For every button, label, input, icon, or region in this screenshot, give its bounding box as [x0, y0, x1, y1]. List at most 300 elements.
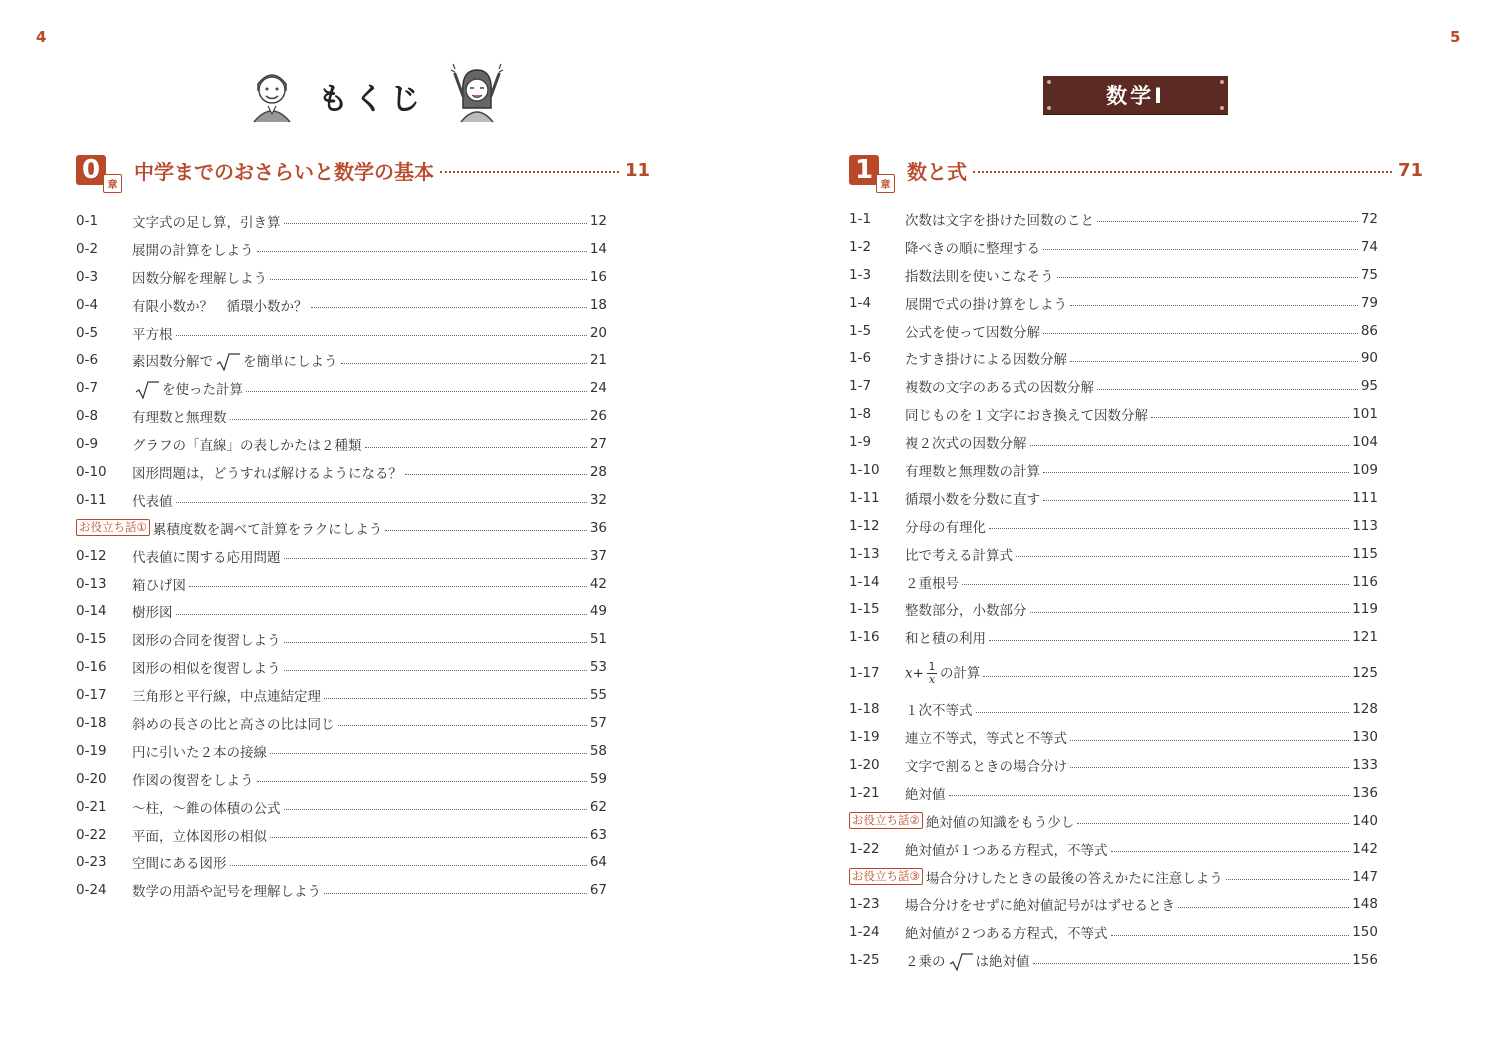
item-number: 0-8 [76, 408, 99, 425]
banner-pin [1220, 106, 1224, 110]
item-number: 0-16 [76, 659, 107, 676]
chapter-page: 71 [1397, 159, 1423, 181]
item-title [905, 894, 1175, 914]
item-title-text: 絶対値 [905, 786, 946, 803]
toc-item[interactable] [76, 653, 607, 681]
leader-dots [311, 307, 587, 308]
toc-item[interactable] [849, 512, 1378, 540]
leader-dots [176, 335, 587, 336]
leader-dots [1077, 823, 1349, 824]
item-number: 1-10 [849, 461, 880, 478]
item-title-text: 円に引いた２本の接線 [132, 744, 267, 761]
item-title-text: 有限小数か？ 循環小数か？ [132, 298, 308, 315]
item-page: 125 [1352, 665, 1378, 682]
item-page: 115 [1352, 545, 1378, 562]
leader-dots [440, 171, 619, 173]
item-title [132, 546, 281, 566]
item-title-text: 複２次式の因数分解 [905, 436, 1027, 453]
chapter-number: 0 [81, 155, 101, 185]
item-number: 1-19 [849, 729, 880, 746]
item-title-text: 代表値に関する応用問題 [132, 549, 281, 566]
item-title [905, 627, 986, 647]
toc-item[interactable] [849, 289, 1378, 317]
item-title [153, 518, 383, 538]
item-page: 16 [589, 268, 607, 285]
item-title [905, 661, 980, 686]
item-title [905, 265, 1054, 285]
item-title-text: 比で考える計算式 [905, 547, 1013, 564]
toc-column-item[interactable] [849, 807, 1378, 835]
leader-dots [176, 502, 587, 503]
toc-item[interactable] [849, 751, 1378, 779]
item-page: 136 [1352, 784, 1378, 801]
item-number: 0-6 [76, 352, 99, 369]
item-page: 62 [589, 798, 607, 815]
item-page: 111 [1352, 489, 1378, 506]
item-page: 128 [1352, 701, 1378, 718]
item-title [905, 950, 1030, 971]
leader-dots [257, 781, 587, 782]
item-title [905, 727, 1067, 747]
item-title [132, 657, 281, 677]
toc-item[interactable] [849, 835, 1378, 863]
item-page: 140 [1352, 812, 1378, 829]
item-title [926, 811, 1075, 831]
item-title-text: 斜めの長さの比と高さの比は同じ [132, 716, 335, 733]
subject-banner [1043, 76, 1228, 114]
item-title [132, 239, 254, 259]
page-number-left: 4 [36, 28, 47, 46]
banner-pin [1047, 106, 1051, 110]
toc-item[interactable] [76, 486, 607, 514]
leader-dots [1097, 389, 1358, 390]
item-page: 79 [1360, 294, 1378, 311]
leader-dots [1151, 417, 1349, 418]
item-number: 1-21 [849, 784, 880, 801]
item-title [132, 797, 281, 817]
item-title-text: 次数は文字を掛けた回数のこと [905, 212, 1094, 229]
toc-item[interactable] [849, 651, 1378, 695]
column-badge: お役立ち話③ [849, 868, 923, 885]
toc-item[interactable] [76, 681, 607, 709]
toc-item[interactable] [76, 458, 607, 486]
item-title [926, 867, 1223, 887]
item-page: 67 [589, 882, 607, 899]
chapter-1-heading[interactable] [849, 150, 1423, 190]
toc-item[interactable] [76, 263, 607, 291]
toc-item[interactable] [849, 568, 1378, 596]
item-title-text: ２乗の [905, 953, 946, 970]
item-title-text: 絶対値の知識をもう少し [925, 814, 1075, 831]
item-page: 51 [589, 631, 607, 648]
item-page: 150 [1352, 924, 1378, 941]
item-number: 0-4 [76, 296, 99, 313]
toc-item[interactable] [849, 317, 1378, 345]
item-page: 109 [1352, 461, 1378, 478]
leader-dots [1111, 935, 1350, 936]
item-number: 1-1 [849, 210, 872, 227]
leader-dots [1070, 361, 1358, 362]
item-title [905, 293, 1067, 313]
item-page: 12 [589, 212, 607, 229]
item-title-text: 有理数と無理数の計算 [905, 463, 1040, 480]
item-number: 0-11 [76, 491, 107, 508]
leader-dots [257, 251, 587, 252]
item-page: 36 [589, 519, 607, 536]
toc-item[interactable] [76, 374, 607, 402]
item-number: 1-12 [849, 517, 880, 534]
item-title [905, 839, 1108, 859]
item-title [132, 741, 267, 761]
fraction [927, 661, 937, 686]
toc-item[interactable] [76, 793, 607, 821]
page-number-right: 5 [1450, 28, 1461, 46]
item-number: 0-20 [76, 770, 107, 787]
chapter-kanji-tag: 章 [876, 174, 895, 193]
toc-item[interactable] [849, 946, 1378, 974]
chapter-number-badge [849, 155, 891, 191]
leader-dots [230, 865, 587, 866]
item-number: 0-10 [76, 463, 107, 480]
boy-character-icon [240, 60, 304, 124]
item-title [905, 321, 1040, 341]
leader-dots [1226, 879, 1349, 880]
item-number: 0-23 [76, 854, 107, 871]
leader-dots [230, 419, 587, 420]
item-page: 42 [589, 575, 607, 592]
item-page: 55 [589, 687, 607, 704]
item-title [905, 348, 1067, 368]
square-root-icon [135, 381, 159, 399]
item-page: 121 [1352, 629, 1378, 646]
chapter-0-heading[interactable] [76, 150, 650, 190]
item-title-text: たすき掛けによる因数分解 [905, 352, 1067, 369]
leader-dots [284, 670, 587, 671]
item-page: 72 [1360, 210, 1378, 227]
item-title [905, 376, 1094, 396]
toc-item[interactable] [76, 570, 607, 598]
item-title [132, 713, 335, 733]
item-title-text: を使った計算 [162, 381, 243, 398]
item-title-text: 樹形図 [132, 605, 173, 622]
toc-item[interactable] [849, 428, 1378, 456]
leader-dots [1070, 767, 1349, 768]
item-page: 130 [1352, 729, 1378, 746]
item-title [905, 755, 1067, 775]
item-title-text: の計算 [939, 665, 981, 682]
toc-list-chapter-0 [76, 207, 607, 904]
item-number: 1-24 [849, 924, 880, 941]
item-title [905, 572, 959, 592]
item-number: 0-1 [76, 212, 99, 229]
item-number: 0-13 [76, 575, 107, 592]
leader-dots [270, 753, 587, 754]
chapter-page: 11 [624, 159, 650, 181]
toc-item[interactable] [849, 372, 1378, 400]
item-title [905, 699, 973, 719]
leader-dots [1070, 305, 1358, 306]
item-title [905, 922, 1108, 942]
item-number: 1-7 [849, 378, 872, 395]
leader-dots [338, 725, 587, 726]
item-title [132, 629, 281, 649]
item-title-text: 同じものを１文字におき換えて因数分解 [905, 408, 1148, 425]
item-title [132, 769, 254, 789]
item-title-text: 公式を使って因数分解 [905, 324, 1040, 341]
leader-dots [989, 640, 1349, 641]
item-title [905, 460, 1040, 480]
item-page: 57 [589, 714, 607, 731]
leader-dots [176, 614, 587, 615]
item-page: 86 [1360, 322, 1378, 339]
leader-dots [1033, 963, 1350, 964]
item-number: 1-22 [849, 840, 880, 857]
item-number: 1-16 [849, 629, 880, 646]
item-title [905, 209, 1094, 229]
item-title [132, 825, 267, 845]
item-title-text: 和と積の利用 [905, 631, 986, 648]
square-root-icon [216, 353, 240, 371]
toc-item[interactable] [849, 261, 1378, 289]
item-title [132, 574, 186, 594]
item-title-text: ～柱，～錐の体積の公式 [132, 800, 281, 817]
chapter-title: 中学までのおさらいと数学の基本 [134, 159, 434, 184]
toc-item[interactable] [76, 402, 607, 430]
item-title-text: 場合分けをせずに絶対値記号がはずせるとき [905, 898, 1175, 915]
leader-dots [365, 447, 587, 448]
item-page: 26 [589, 408, 607, 425]
item-number: 0-19 [76, 742, 107, 759]
item-title-text: を簡単にしよう [243, 353, 338, 370]
chapter-number-badge [76, 155, 118, 191]
leader-dots [1111, 851, 1350, 852]
item-number: 0-14 [76, 603, 107, 620]
toc-header [240, 60, 510, 124]
item-number: 1-15 [849, 601, 880, 618]
math-variable: x [905, 665, 913, 682]
toc-item[interactable] [849, 540, 1378, 568]
item-title [905, 544, 1013, 564]
item-number: 1-3 [849, 266, 872, 283]
leader-dots [1097, 221, 1358, 222]
leader-dots [949, 795, 1350, 796]
leader-dots [1043, 333, 1358, 334]
item-title [132, 267, 267, 287]
toc-column-item[interactable] [76, 514, 607, 542]
item-page: 116 [1352, 573, 1378, 590]
item-page: 14 [589, 240, 607, 257]
item-title-text: は絶対値 [975, 953, 1030, 970]
leader-dots [1030, 445, 1350, 446]
item-page: 119 [1352, 601, 1378, 618]
leader-dots [1070, 740, 1349, 741]
item-title-text: 作図の復習をしよう [132, 772, 254, 789]
toc-item[interactable] [849, 456, 1378, 484]
item-number: 1-8 [849, 406, 872, 423]
item-number: 1-9 [849, 434, 872, 451]
toc-item[interactable] [849, 233, 1378, 261]
item-page: 53 [589, 659, 607, 676]
leader-dots [189, 586, 587, 587]
item-title-text: 三角形と平行線，中点連結定理 [132, 689, 321, 706]
item-page: 142 [1352, 840, 1378, 857]
leader-dots [1016, 556, 1349, 557]
item-title [132, 323, 173, 343]
toc-item[interactable] [76, 597, 607, 625]
leader-dots [973, 171, 1392, 173]
item-number: 0-24 [76, 882, 107, 899]
item-page: 27 [589, 436, 607, 453]
fraction-numerator: 1 [928, 659, 936, 673]
item-title-text: 文字式の足し算，引き算 [132, 214, 281, 231]
toc-item[interactable] [76, 346, 607, 374]
leader-dots [976, 712, 1350, 713]
page-title: もくじ [318, 82, 426, 117]
item-number: 0-5 [76, 324, 99, 341]
leader-dots [1030, 612, 1350, 613]
item-title [132, 295, 308, 315]
item-page: 133 [1352, 756, 1378, 773]
item-page: 156 [1352, 952, 1378, 969]
item-page: 63 [589, 826, 607, 843]
item-title [905, 404, 1148, 424]
leader-dots [284, 642, 587, 643]
banner-pin [1047, 80, 1051, 84]
item-title-text: 累積度数を調べて計算をラクにしよう [152, 521, 383, 538]
item-title [132, 378, 243, 399]
leader-dots [270, 279, 587, 280]
leader-dots [989, 528, 1349, 529]
toc-item[interactable] [76, 207, 607, 235]
toc-item[interactable] [849, 779, 1378, 807]
item-page: 49 [589, 603, 607, 620]
toc-list-chapter-1 [849, 205, 1378, 974]
item-title [132, 406, 227, 426]
leader-dots [324, 893, 587, 894]
item-title [905, 488, 1040, 508]
item-page: 58 [589, 742, 607, 759]
item-title [132, 601, 173, 621]
toc-item[interactable] [76, 625, 607, 653]
item-title [132, 462, 402, 482]
toc-item[interactable] [849, 344, 1378, 372]
toc-item[interactable] [849, 484, 1378, 512]
item-title [905, 599, 1027, 619]
banner-pin [1220, 80, 1224, 84]
item-title-text: 有理数と無理数 [132, 410, 227, 427]
toc-item[interactable] [849, 205, 1378, 233]
item-page: 32 [589, 491, 607, 508]
toc-item[interactable] [849, 723, 1378, 751]
item-title-text: 場合分けしたときの最後の答えかたに注意しよう [925, 870, 1223, 887]
item-number: 1-13 [849, 545, 880, 562]
item-page: 95 [1360, 378, 1378, 395]
square-root-icon [949, 953, 973, 971]
item-title-text: １次不等式 [905, 703, 973, 720]
toc-item[interactable] [76, 319, 607, 347]
item-page: 64 [589, 854, 607, 871]
item-title-text: 複数の文字のある式の因数分解 [905, 380, 1094, 397]
item-number: 1-5 [849, 322, 872, 339]
leader-dots [1057, 277, 1358, 278]
fraction-denominator: x [928, 672, 936, 686]
leader-dots [405, 474, 587, 475]
item-page: 113 [1352, 517, 1378, 534]
item-page: 37 [589, 547, 607, 564]
item-title-text: 連立不等式，等式と不等式 [905, 731, 1067, 748]
item-number: 0-2 [76, 240, 99, 257]
toc-item[interactable] [76, 430, 607, 458]
toc-item[interactable] [76, 876, 607, 904]
toc-column-item[interactable] [849, 863, 1378, 891]
leader-dots [341, 363, 587, 364]
item-title [132, 350, 338, 371]
toc-item[interactable] [76, 737, 607, 765]
chapter-kanji-tag: 章 [103, 174, 122, 193]
toc-item[interactable] [849, 623, 1378, 651]
math-operator: + [912, 665, 924, 682]
item-title-text: 因数分解を理解しよう [132, 270, 267, 287]
item-title-text: 平方根 [132, 326, 173, 343]
item-number: 0-3 [76, 268, 99, 285]
item-page: 59 [589, 770, 607, 787]
item-page: 21 [589, 352, 607, 369]
leader-dots [270, 837, 587, 838]
leader-dots [1043, 500, 1349, 501]
leader-dots [246, 391, 587, 392]
toc-item[interactable] [76, 235, 607, 263]
toc-item[interactable] [76, 848, 607, 876]
toc-item[interactable] [849, 400, 1378, 428]
leader-dots [1043, 472, 1349, 473]
toc-item[interactable] [849, 595, 1378, 623]
item-number: 1-11 [849, 489, 880, 506]
toc-item[interactable] [849, 890, 1378, 918]
toc-item[interactable] [76, 765, 607, 793]
item-page: 75 [1360, 266, 1378, 283]
item-title-text: ２重根号 [905, 575, 959, 592]
leader-dots [385, 530, 587, 531]
item-title-text: 図形の合同を復習しよう [132, 633, 281, 650]
item-title-text: 降べきの順に整理する [905, 240, 1040, 257]
item-title [132, 490, 173, 510]
item-number: 1-4 [849, 294, 872, 311]
item-title [905, 237, 1040, 257]
item-number: 0-12 [76, 547, 107, 564]
item-number: 0-9 [76, 436, 99, 453]
toc-item[interactable] [76, 821, 607, 849]
item-title-text: 指数法則を使いこなそう [905, 268, 1054, 285]
leader-dots [284, 809, 587, 810]
item-title-text: 図形の相似を復習しよう [132, 661, 281, 678]
toc-item[interactable] [76, 542, 607, 570]
item-title [132, 211, 281, 231]
item-number: 0-22 [76, 826, 107, 843]
toc-item[interactable] [76, 291, 607, 319]
item-title-text: グラフの「直線」の表しかたは２種類 [132, 438, 362, 455]
item-number: 1-20 [849, 756, 880, 773]
item-title [905, 516, 986, 536]
toc-item[interactable] [849, 695, 1378, 723]
item-title-text: 文字で割るときの場合分け [905, 758, 1067, 775]
item-title-text: 整数部分，小数部分 [905, 603, 1027, 620]
leader-dots [962, 584, 1349, 585]
item-number: 1-18 [849, 701, 880, 718]
toc-item[interactable] [849, 918, 1378, 946]
leader-dots [284, 223, 587, 224]
toc-item[interactable] [76, 709, 607, 737]
leader-dots [983, 676, 1349, 677]
